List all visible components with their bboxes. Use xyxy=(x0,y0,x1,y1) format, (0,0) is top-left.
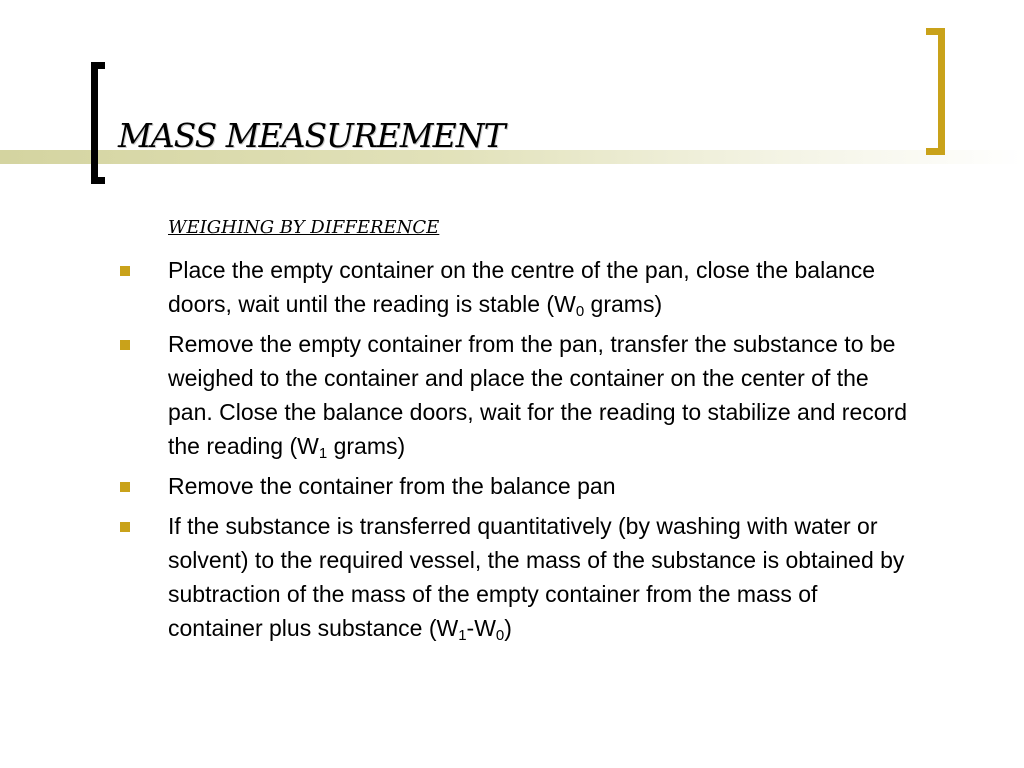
right-bracket-decoration xyxy=(926,28,945,155)
subscript: 1 xyxy=(318,445,328,462)
left-bracket-decoration xyxy=(91,62,105,184)
square-bullet-icon xyxy=(120,266,130,276)
bullet-item-3 xyxy=(118,469,913,503)
bullet-text: Remove the empty container from the pan, transfer the substance to be weighed to the container and place the container on the center of the pan. Close the balance doors, wait for the reading to stabilize and record the reading ($W_1$ grams) xyxy=(168,331,907,462)
bullet-text: Place the empty container on the centre of the pan, close the balance doors, wait until the reading is stable ($W_0$ grams) xyxy=(168,257,876,320)
square-bullet-icon xyxy=(120,522,130,532)
square-bullet-icon xyxy=(120,482,130,492)
bullet-text: Remove the container from the balance pan xyxy=(168,473,616,499)
bullet-item-1 xyxy=(118,253,913,321)
slide-title: MASS MEASUREMENT xyxy=(118,116,505,155)
bullet-list xyxy=(118,253,913,651)
subscript: 0 xyxy=(575,303,585,320)
bullet-item-2 xyxy=(118,327,913,463)
bullet-text: If the substance is transferred quantitatively (by washing with water or solvent) to the required vessel, the mass of the substance is obtained by subtraction of the mass of the empty container from the mass of container plus substance $(W_1-W_0)$ xyxy=(168,513,905,644)
square-bullet-icon xyxy=(120,340,130,350)
subscript: 0 xyxy=(495,627,505,644)
subscript: 1 xyxy=(458,627,467,644)
bullet-item-4 xyxy=(118,509,913,645)
slide-subheading: WEIGHING BY DIFFERENCE xyxy=(168,217,440,238)
